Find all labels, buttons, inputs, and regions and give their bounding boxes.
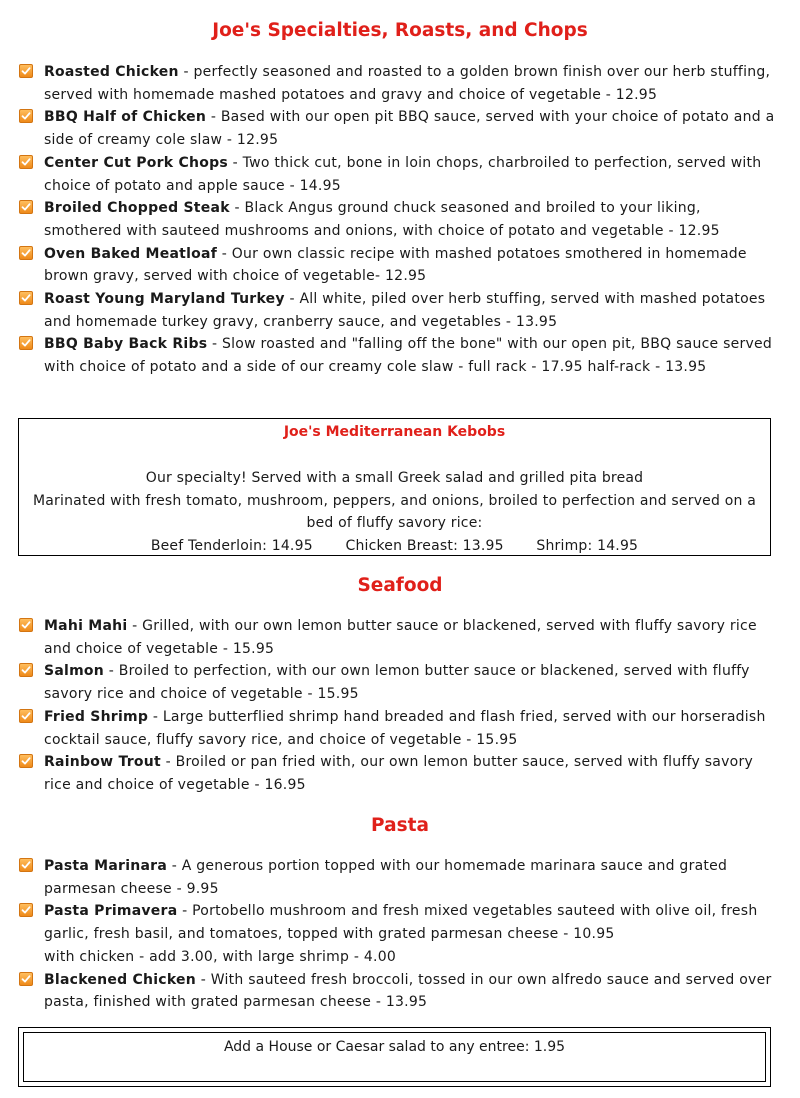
kebobs-title: Joe's Mediterranean Kebobs	[283, 424, 506, 440]
item-description: - perfectly seasoned and roasted to a golden brown finish over our herb stuffing, served with homemade mashed potatoes and gravy and choice of vegetable - 12.95	[44, 64, 771, 103]
menu-item	[0, 855, 800, 900]
item-description: - Slow roasted and "falling off the bone" with our open pit, BBQ sauce served with choice of potato and a side of our creamy cole slaw - full rack - 17.95 half-rack - 13.95	[44, 336, 773, 376]
item-name: BBQ Half of Chicken	[44, 109, 207, 126]
checkbox-icon	[19, 903, 33, 917]
checkbox-icon	[19, 972, 33, 986]
item-name: Mahi Mahi	[44, 618, 128, 634]
seafood-list	[0, 615, 800, 797]
pasta-title: Pasta	[371, 815, 429, 836]
item-description: - Portobello mushroom and fresh mixed vegetables sauteed with olive oil, fresh garlic, fresh basil, and tomatoes, topped with grated parmesan cheese - 10.95	[44, 903, 758, 943]
checkbox-icon	[19, 200, 33, 214]
menu-item	[0, 333, 800, 378]
item-description: - Large butterflied shrimp hand breaded and flash fried, served with our horseradish cocktail sauce, fluffy savory rice, and choice of vegetable - 15.95	[44, 708, 766, 748]
item-description: - Grilled, with our own lemon butter sauce or blackened, served with fluffy savory rice and choice of vegetable - 15.95	[44, 618, 757, 657]
checkbox-icon	[19, 109, 33, 123]
item-name: Rainbow Trout	[44, 754, 161, 771]
checkbox-icon	[19, 618, 33, 632]
menu-item	[0, 660, 800, 705]
item-name: Broiled Chopped Steak	[44, 200, 230, 217]
item-name: Fried Shrimp	[44, 708, 149, 725]
menu-item	[0, 197, 800, 242]
kebobs-intro: Our specialty! Served with a small Greek salad and grilled pita bread	[145, 470, 644, 486]
item-name: BBQ Baby Back Ribs	[44, 336, 208, 353]
checkbox-icon	[19, 754, 33, 768]
kebobs-prices	[19, 535, 770, 558]
menu-item	[0, 751, 800, 796]
item-name: Pasta Marinara	[44, 858, 168, 874]
kebobs-description: Marinated with fresh tomato, mushroom, peppers, and onions, broiled to perfection and served on a bed of fluffy savory rice:	[32, 492, 757, 531]
checkbox-icon	[19, 858, 33, 872]
item-name: Salmon	[44, 663, 105, 680]
pasta-list	[0, 855, 800, 1014]
checkbox-icon	[19, 64, 33, 78]
item-description: - Two thick cut, bone in loin chops, charbroiled to perfection, served with choice of potato and apple sauce - 14.95	[44, 154, 762, 194]
item-description: - With sauteed fresh broccoli, tossed in our own alfredo sauce and served over pasta, finished with grated parmesan cheese - 13.95	[44, 971, 772, 1011]
checkbox-icon	[19, 709, 33, 723]
item-description: - Broiled or pan fried with, our own lemon butter sauce, served with fluffy savory rice and choice of vegetable - 16.95	[44, 754, 754, 793]
item-description: - Based with our open pit BBQ sauce, served with your choice of potato and a side of creamy cole slaw - 12.95	[44, 109, 775, 149]
item-name: Oven Baked Meatloaf	[44, 245, 218, 262]
checkbox-icon	[19, 291, 33, 305]
item-description: - All white, piled over herb stuffing, served with mashed potatoes and homemade turkey gravy, cranberry sauce, and vegetables - 13.95	[44, 291, 766, 330]
checkbox-icon	[19, 663, 33, 677]
menu-item	[0, 900, 800, 968]
kebob-price-beef: Beef Tenderloin: 14.95	[150, 537, 313, 554]
item-description: - Our own classic recipe with mashed potatoes smothered in homemade brown gravy, served with choice of vegetable- 12.95	[44, 245, 747, 285]
checkbox-icon	[19, 155, 33, 169]
kebobs-box	[18, 418, 771, 556]
menu-item	[0, 615, 800, 660]
checkbox-icon	[19, 246, 33, 260]
item-name: Blackened Chicken	[44, 971, 196, 988]
item-name: Roasted Chicken	[44, 64, 179, 80]
seafood-title: Seafood	[357, 575, 443, 596]
item-name: Center Cut Pork Chops	[44, 154, 228, 171]
specialties-title: Joe's Specialties, Roasts, and Chops	[212, 20, 588, 41]
item-name: Roast Young Maryland Turkey	[44, 291, 285, 308]
menu-item	[0, 288, 800, 333]
menu-item	[0, 243, 800, 288]
kebob-price-chicken: Chicken Breast: 13.95	[345, 537, 504, 554]
salad-note-box	[18, 1027, 771, 1087]
item-description: - Black Angus ground chuck seasoned and broiled to your liking, smothered with sauteed mushrooms and onions, with choice of potato and vegetable - 12.95	[44, 200, 720, 239]
item-addon-note: with chicken - add 3.00, with large shrimp - 4.00	[44, 948, 397, 965]
salad-note: Add a House or Caesar salad to any entree: 1.95	[23, 1032, 766, 1082]
menu-item	[0, 106, 800, 151]
menu-item	[0, 152, 800, 197]
menu-item	[0, 61, 800, 106]
menu-item	[0, 969, 800, 1014]
item-description: - A generous portion topped with our homemade marinara sauce and grated parmesan cheese - 9.95	[44, 858, 728, 897]
menu-item	[0, 706, 800, 751]
checkbox-icon	[19, 336, 33, 350]
kebob-price-shrimp: Shrimp: 14.95	[536, 537, 639, 554]
item-description: - Broiled to perfection, with our own lemon butter sauce or blackened, served with fluffy savory rice and choice of vegetable - 15.95	[44, 663, 750, 703]
item-name: Pasta Primavera	[44, 903, 178, 920]
specialties-list	[0, 61, 800, 379]
